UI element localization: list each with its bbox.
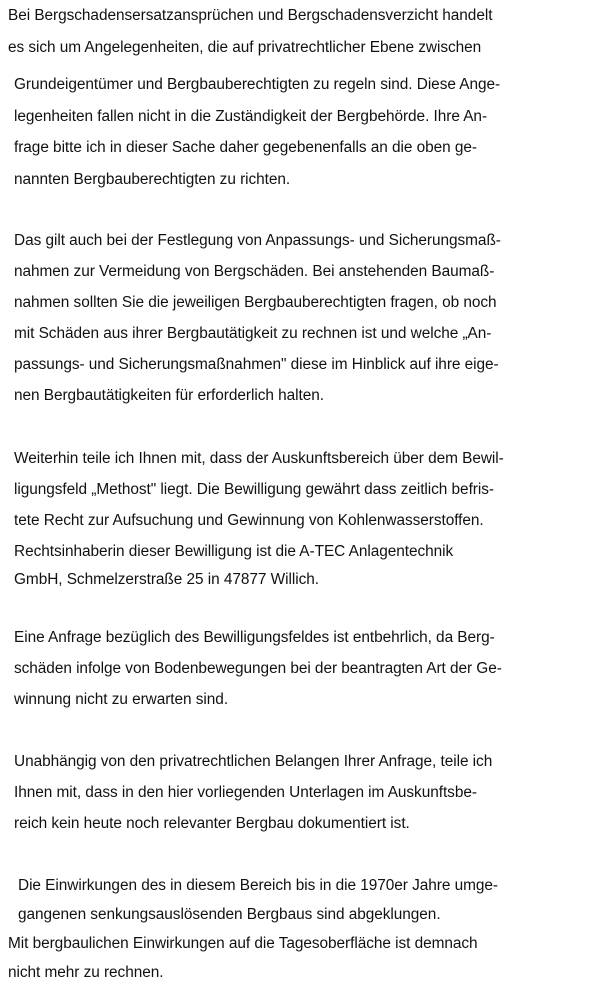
text-line: Weiterhin teile ich Ihnen mit, dass der Auskunftsbereich über dem Bewil-: [14, 450, 504, 467]
text-line: tete Recht zur Aufsuchung und Gewinnung von Kohlenwasserstoffen.: [14, 512, 484, 529]
text-line: nicht mehr zu rechnen.: [8, 964, 164, 981]
text-line: Das gilt auch bei der Festlegung von Anpassungs- und Sicherungsmaß-: [14, 232, 501, 249]
text-line: es sich um Angelegenheiten, die auf privatrechtlicher Ebene zwischen: [8, 39, 482, 56]
text-line: schäden infolge von Bodenbewegungen bei der beantragten Art der Ge-: [14, 660, 502, 677]
text-line: mit Schäden aus ihrer Bergbautätigkeit zu rechnen ist und welche „An-: [14, 325, 492, 342]
text-line: gangenen senkungsauslösenden Bergbaus sind abgeklungen.: [18, 906, 441, 923]
text-line: reich kein heute noch relevanter Bergbau dokumentiert ist.: [14, 815, 410, 832]
text-line: Unabhängig von den privatrechtlichen Belangen Ihrer Anfrage, teile ich: [14, 753, 493, 770]
text-line: winnung nicht zu erwarten sind.: [14, 691, 229, 708]
text-line: passungs- und Sicherungsmaßnahmen" diese im Hinblick auf ihre eige-: [14, 356, 499, 373]
text-line: nahmen zur Vermeidung von Bergschäden. Bei anstehenden Baumaß-: [14, 263, 495, 280]
text-line: Bei Bergschadensersatzansprüchen und Bergschadensverzicht handelt: [8, 7, 493, 24]
text-line: frage bitte ich in dieser Sache daher gegebenenfalls an die oben ge-: [14, 139, 477, 156]
text-line: Rechtsinhaberin dieser Bewilligung ist die A-TEC Anlagentechnik: [14, 543, 454, 560]
text-line: legenheiten fallen nicht in die Zuständigkeit der Bergbehörde. Ihre An-: [14, 108, 488, 125]
text-line: nen Bergbautätigkeiten für erforderlich halten.: [14, 387, 324, 404]
text-line: Ihnen mit, dass in den hier vorliegenden Unterlagen im Auskunftsbe-: [14, 784, 477, 801]
text-line: Mit bergbaulichen Einwirkungen auf die Tagesoberfläche ist demnach: [8, 935, 478, 952]
text-line: GmbH, Schmelzerstraße 25 in 47877 Willich.: [14, 571, 319, 588]
text-line: Eine Anfrage bezüglich des Bewilligungsfeldes ist entbehrlich, da Berg-: [14, 629, 495, 646]
text-line: Die Einwirkungen des in diesem Bereich bis in die 1970er Jahre umge-: [18, 877, 498, 894]
text-line: nannten Bergbauberechtigten zu richten.: [14, 171, 291, 188]
text-line: nahmen sollten Sie die jeweiligen Bergbauberechtigten fragen, ob noch: [14, 294, 497, 311]
text-line: ligungsfeld „Methost" liegt. Die Bewilligung gewährt dass zeitlich befris-: [14, 481, 494, 498]
text-line: Grundeigentümer und Bergbauberechtigten zu regeln sind. Diese Ange-: [14, 76, 501, 93]
